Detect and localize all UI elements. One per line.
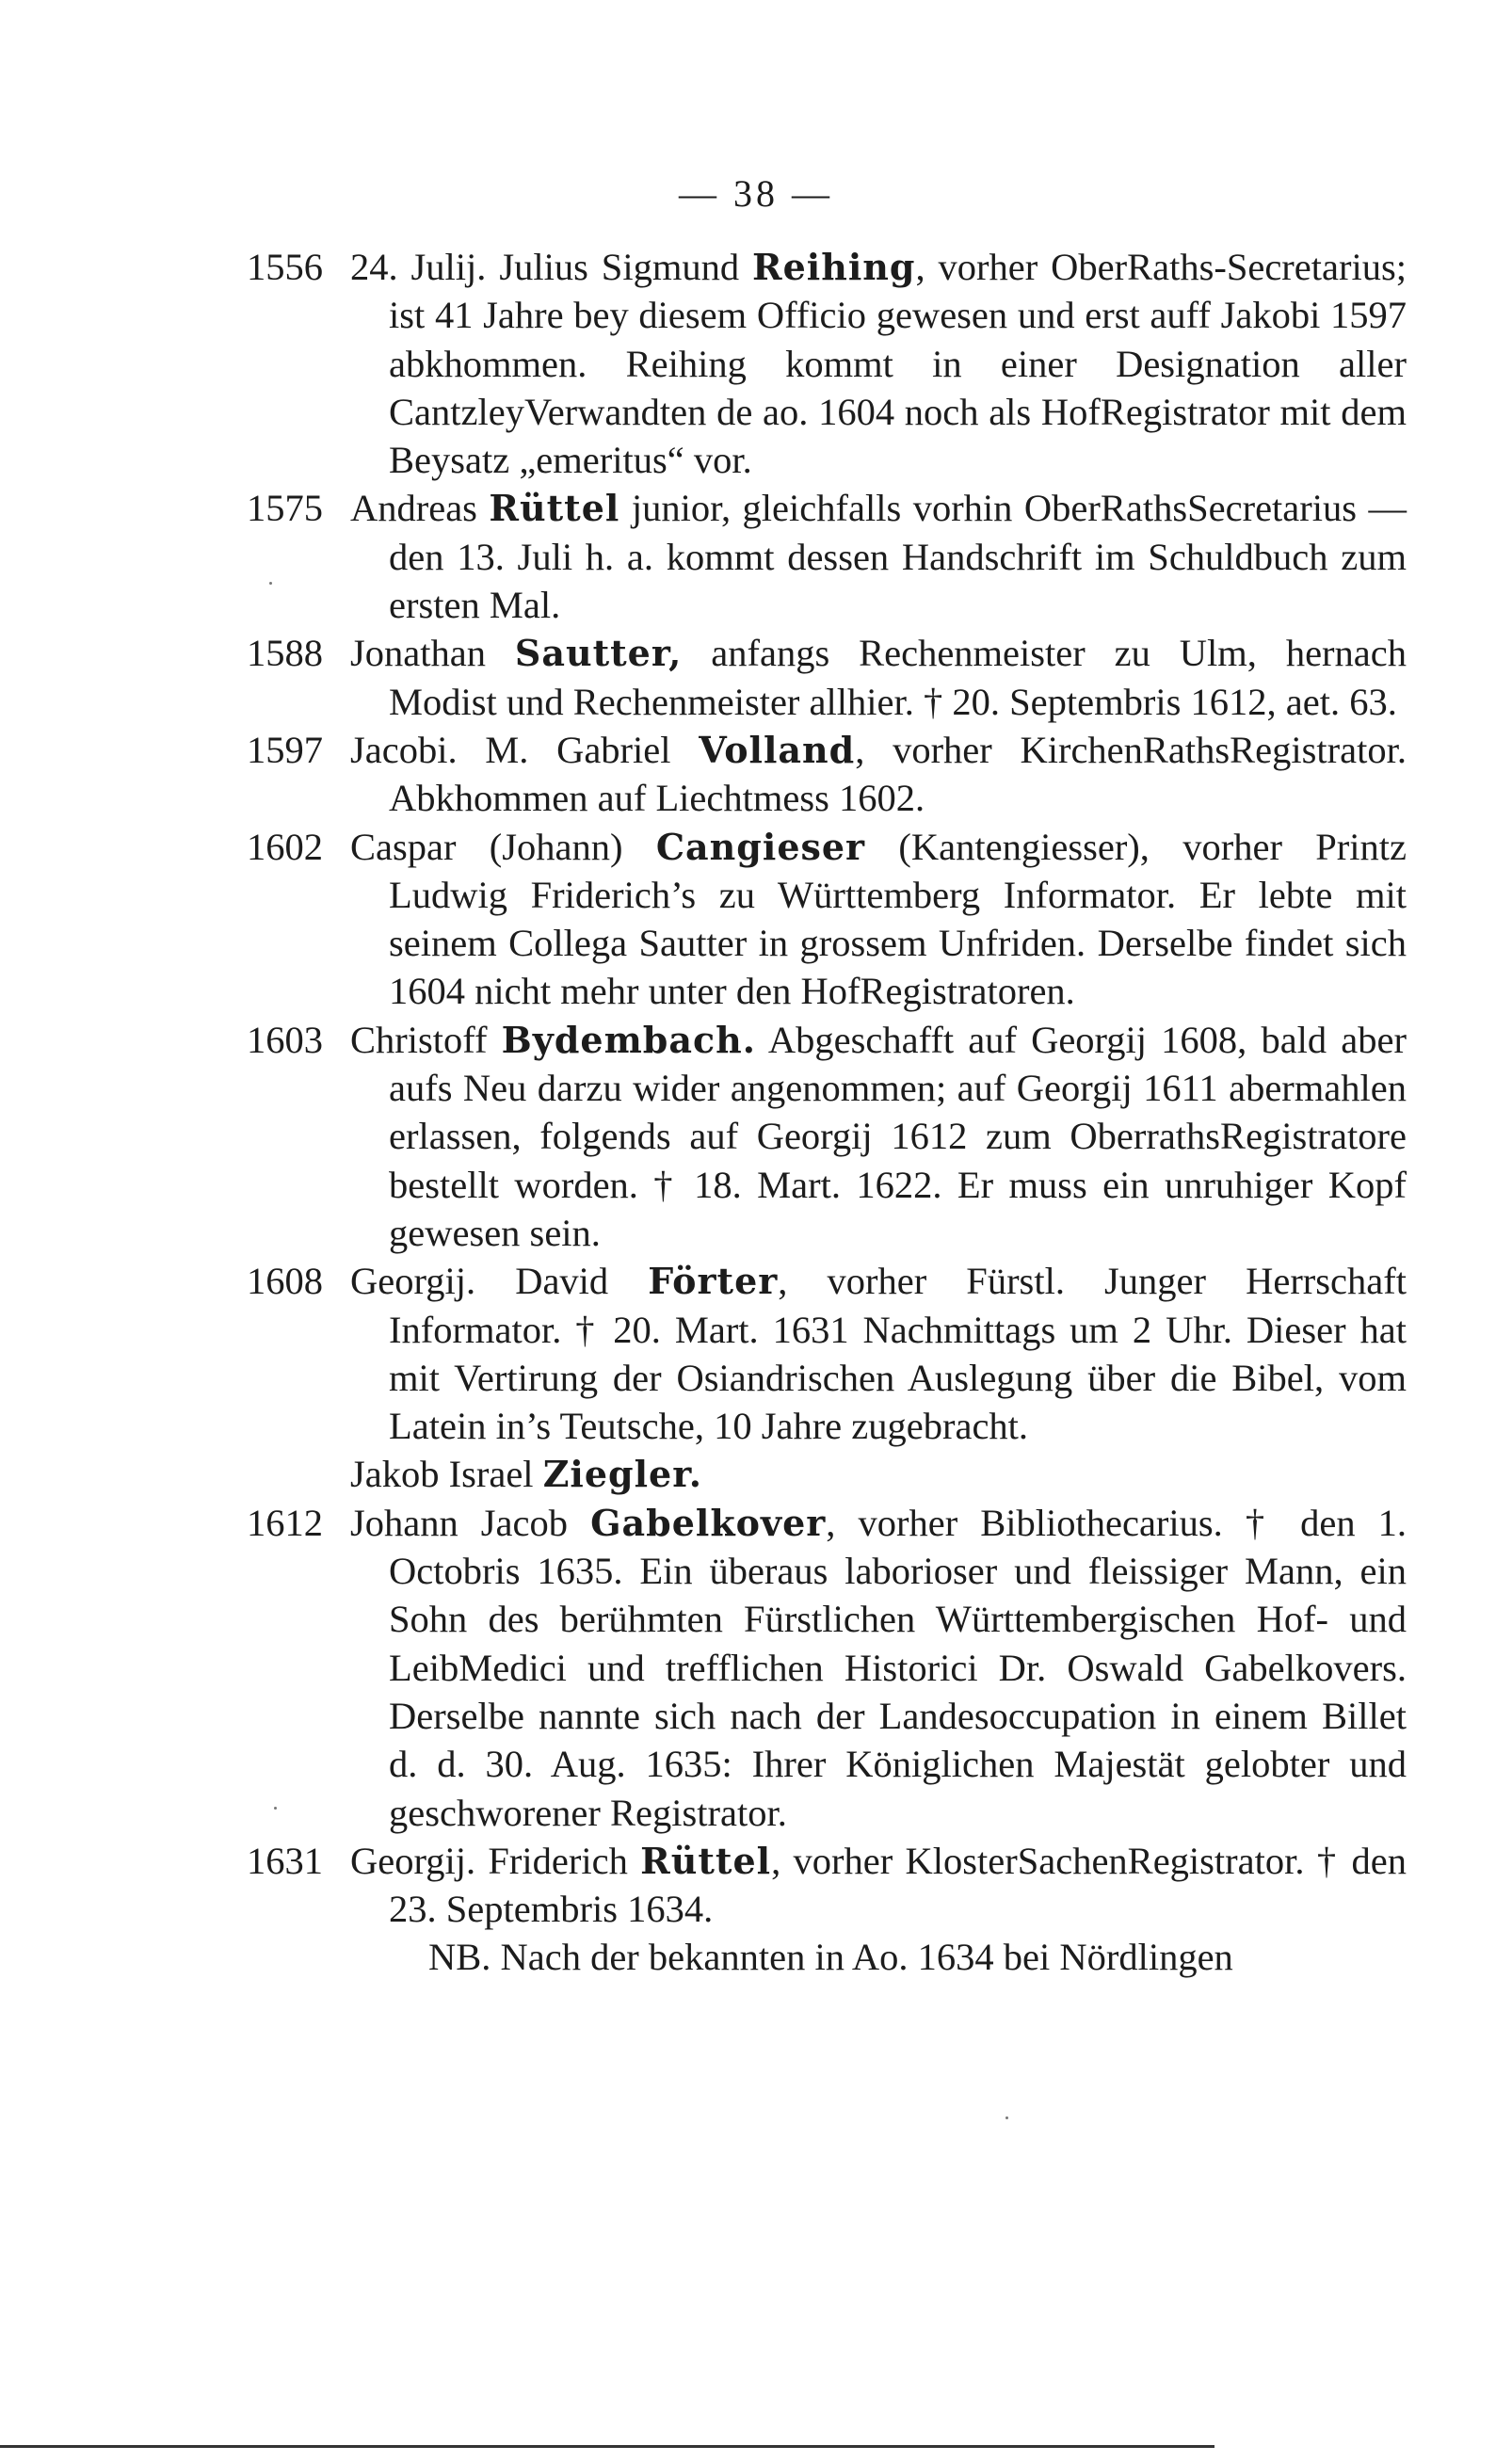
entry-year: 1597	[247, 728, 323, 771]
person-name: Bydembach.	[501, 1018, 756, 1061]
entry-text: Jakob Israel	[350, 1453, 543, 1496]
entry-text: Caspar (Johann)	[350, 825, 656, 868]
entry-1631	[247, 1837, 1407, 1934]
person-name: Volland	[699, 728, 856, 771]
entry-text: Abgeschafft auf Georgij 1608, bald aber aufs Neu darzu wider angenommen; auf Georgij 1611 abermahlen erlassen, folgends auf Georgij 1612 zum OberrathsRegistratore bestellt worden. † 18. Mart. 1622. Er muss ein unruhiger Kopf gewesen sein.	[389, 1018, 1407, 1254]
paper-speck	[274, 1807, 277, 1810]
nb-text: NB. Nach der bekannten in Ao. 1634 bei Nördlingen	[428, 1936, 1233, 1979]
entry-text: , vorher Bibliothecarius. † den 1. Octobris 1635. Ein überaus laborioser und fleissiger Mann, ein Sohn des berühmten Fürstlichen Württembergischen Hof- und LeibMedici und trefflichen Historici Dr. Oswald Gabelkovers. Derselbe nannte sich nach der Landesoccupation in einem Billet d. d. 30. Aug. 1635: Ihrer Königlichen Majestät gelobter und geschworener Registrator.	[389, 1501, 1407, 1834]
entry-text: anfangs Rechenmeister zu Ulm, hernach Modist und Rechenmeister allhier. † 20. Septembris 1612, aet. 63.	[389, 632, 1407, 723]
entry-ziegler	[247, 1450, 1407, 1498]
person-name: Gabelkover	[590, 1501, 827, 1544]
entry-text: , vorher KirchenRathsRegistrator. Abkhommen auf Liechtmess 1602.	[389, 728, 1407, 820]
person-name: Sautter,	[514, 632, 683, 675]
person-name: Förter	[648, 1260, 779, 1303]
entry-year: 1575	[247, 487, 323, 530]
entry-year: 1631	[247, 1839, 323, 1882]
entry-1556	[247, 243, 1407, 484]
page-number: — 38 —	[679, 172, 833, 215]
entry-1597	[247, 726, 1407, 823]
entry-year: 1602	[247, 825, 323, 868]
register-entries	[247, 243, 1407, 1982]
bottom-rule	[0, 2445, 1214, 2448]
entry-year: 1588	[247, 632, 323, 675]
entry-1602	[247, 823, 1407, 1016]
entry-year: 1603	[247, 1018, 323, 1061]
entry-year: 1608	[247, 1260, 323, 1303]
entry-text: junior, gleichfalls vorhin OberRathsSecretarius — den 13. Juli h. a. kommt dessen Handschrift im Schuldbuch zum ersten Mal.	[389, 487, 1407, 627]
paper-speck	[1005, 2116, 1008, 2119]
entry-year: 1556	[247, 246, 323, 288]
person-name: Rüttel	[640, 1839, 772, 1882]
entry-1612	[247, 1499, 1407, 1837]
entry-year: 1612	[247, 1501, 323, 1544]
entry-text: Christoff	[350, 1018, 502, 1061]
entry-text: (Kantengiesser), vorher Printz Ludwig Friderich’s zu Württemberg Informator. Er lebte mit seinem Collega Sautter in grossem Unfriden. Derselbe findet sich 1604 nicht mehr unter den HofRegistratoren.	[389, 825, 1407, 1013]
entry-text: Georgij. Friderich	[350, 1839, 641, 1882]
nb-note	[247, 1933, 1407, 1981]
entry-text: Jonathan	[350, 632, 515, 675]
person-name: Rüttel	[489, 487, 620, 530]
entry-text: Georgij. David	[350, 1260, 649, 1303]
entry-1575	[247, 484, 1407, 629]
entry-text: , vorher OberRaths-Secretarius; ist 41 Jahre bey diesem Officio gewesen und erst auff Jakobi 1597 abkhommen. Reihing kommt in einer Designation aller CantzleyVerwandten de ao. 1604 noch als HofRegistrator mit dem Beysatz „emeritus“ vor.	[389, 246, 1407, 482]
person-name: Cangieser	[655, 825, 866, 868]
entry-text: , vorher KlosterSachenRegistrator. † den 23. Septembris 1634.	[389, 1839, 1407, 1931]
entry-1608	[247, 1257, 1407, 1450]
person-name: Reihing	[752, 246, 916, 288]
person-name: Ziegler.	[542, 1453, 702, 1496]
entry-text: Andreas	[350, 487, 490, 530]
entry-text: Jacobi. M. Gabriel	[350, 728, 700, 771]
entry-text: , vorher Fürstl. Junger Herrschaft Informator. † 20. Mart. 1631 Nachmittags um 2 Uhr. Dieser hat mit Vertirung der Osiandrischen Auslegung über die Bibel, vom Latein in’s Teutsche, 10 Jahre zugebracht.	[389, 1260, 1407, 1448]
entry-text: 24. Julij. Julius Sigmund	[350, 246, 752, 288]
paper-speck	[269, 582, 272, 585]
entry-1588	[247, 629, 1407, 726]
entry-text: Johann Jacob	[350, 1501, 591, 1544]
entry-1603	[247, 1016, 1407, 1257]
